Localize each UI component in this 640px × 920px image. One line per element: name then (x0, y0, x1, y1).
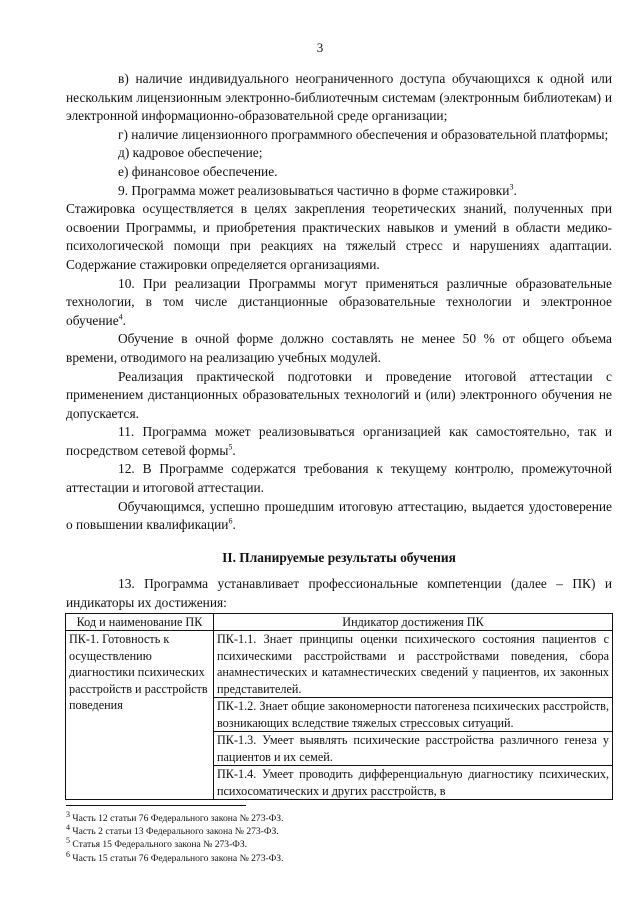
footnote-ref-4: 4 (118, 312, 123, 322)
paragraph-10-text: 10. При реализации Программы могут применяться различные образовательные технологии, в том числе дистанционные образовательные технологии и электронное обучение (66, 275, 612, 328)
paragraph-12-certificate-text: Обучающимся, успешно прошедшим итоговую аттестацию, выдается удостоверение о повышении квалификации (66, 498, 612, 533)
table-row (66, 631, 613, 800)
paragraph-13: 13. Программа устанавливает профессиональные компетенции (далее – ПК) и индикаторы их достижения: (66, 576, 612, 611)
table-header-row (66, 613, 613, 631)
page-number: 3 (316, 40, 324, 55)
footnote-text: Часть 15 статьи 76 Федерального закона № 273-ФЗ. (72, 852, 284, 864)
competency-cell: ПК-1. Готовность к осуществлению диагностики психических расстройств и расстройств поведения (66, 631, 214, 800)
header-pk-code: Код и наименование ПК (66, 613, 214, 631)
footnote-5 (66, 838, 612, 851)
paragraph-12-certificate: Обучающимся, успешно прошедшим итоговую аттестацию, выдается удостоверение о повышении квалификации$^6$. (66, 498, 612, 533)
paragraph-10-practice: Реализация практической подготовки и проведение итоговой аттестации с применением дистанционных образовательных технологий и (или) электронного обучения не допускается. (66, 368, 612, 421)
paragraph-9-text: 9. Программа может реализовываться частично в форме стажировки (118, 182, 510, 198)
footnote-3 (66, 809, 612, 825)
footnote-text: Статья 15 Федерального закона № 273-ФЗ. (72, 839, 248, 851)
header-pk-indicator: Индикатор достижения ПК (214, 613, 613, 631)
section-title: II. Планируемые результаты обучения (222, 549, 456, 565)
competency-table (65, 613, 613, 801)
indicator-pk-1-3: ПК-1.3. Умеет выявлять психические расстройства различного генеза у пациентов и их семей. (214, 731, 612, 765)
document-body (66, 70, 612, 800)
paragraph-e: е) финансовое обеспечение. (118, 163, 278, 179)
footnote-mark: 4 (66, 823, 70, 833)
paragraph-d: д) кадровое обеспечение; (118, 145, 263, 161)
footnote-mark: 6 (66, 849, 70, 859)
indicators-cell (214, 631, 613, 800)
paragraph-g: г) наличие лицензионного программного обеспечения и образовательной платформы; (118, 126, 609, 142)
paragraph-11-text: 11. Программа может реализовываться организацией как самостоятельно, так и посредством сетевой формы (66, 424, 612, 458)
paragraph-12: 12. В Программе содержатся требования к текущему контролю, промежуточной аттестации и итоговой аттестации. (66, 461, 612, 496)
footnote-text: Часть 12 статьи 76 Федерального закона № 273-ФЗ. (72, 813, 284, 824)
footnotes (66, 809, 612, 865)
paragraph-9: 9. Программа может реализовываться частично в форме стажировки$^3$. (118, 182, 517, 198)
footnote-text: Часть 2 статьи 13 Федерального закона № 273-ФЗ. (72, 826, 279, 838)
indicator-pk-1-4: ПК-1.4. Умеет проводить дифференциальную диагностику психических, психосоматических и других расстройств, в (214, 765, 612, 799)
paragraph-9-internship: Стажировка осуществляется в целях закрепления теоретических знаний, полученных при освоении Программы, и приобретения практических навыков и умений в области медико-психологической помощи при реакциях на тяжелый стресс и нарушениях адаптации. Содержание стажировки определяется организациями. (66, 201, 612, 272)
paragraph-v: в) наличие индивидуального неограниченного доступа обучающихся к одной или нескольким лицензионным электронно-библиотечным системам (электронным библиотекам) и электронной информационно-образовательной среде организации; (66, 71, 612, 124)
paragraph-10: 10. При реализации Программы могут применяться различные образовательные технологии, в том числе дистанционные образовательные технологии и электронное обучение$^4$. (66, 275, 612, 328)
footnote-divider (66, 805, 246, 806)
footnote-ref-5: 5 (228, 442, 233, 452)
paragraph-10-fulltime: Обучение в очной форме должно составлять не менее 50 % от общего объема времени, отводимого на реализацию учебных модулей. (66, 331, 612, 365)
indicator-pk-1-1: ПК-1.1. Знает принципы оценки психического состояния пациентов с психическими расстройствами и расстройствами поведения, сбора анамнестических и катамнестических сведений у пациентов, их законных представителей. (217, 632, 609, 696)
footnote-ref-3: 3 (509, 182, 514, 192)
footnote-mark: 3 (66, 809, 70, 819)
footnote-mark: 5 (66, 836, 70, 846)
footnote-4 (66, 825, 612, 838)
footnote-6 (66, 849, 612, 865)
indicator-pk-1-2: ПК-1.2. Знает общие закономерности патогенеза психических расстройств, возникающих вследствие тяжелых стрессовых ситуаций. (214, 697, 612, 731)
paragraph-11: 11. Программа может реализовываться организацией как самостоятельно, так и посредством сетевой формы$^5$. (66, 424, 612, 458)
footnote-ref-6: 6 (228, 516, 233, 526)
